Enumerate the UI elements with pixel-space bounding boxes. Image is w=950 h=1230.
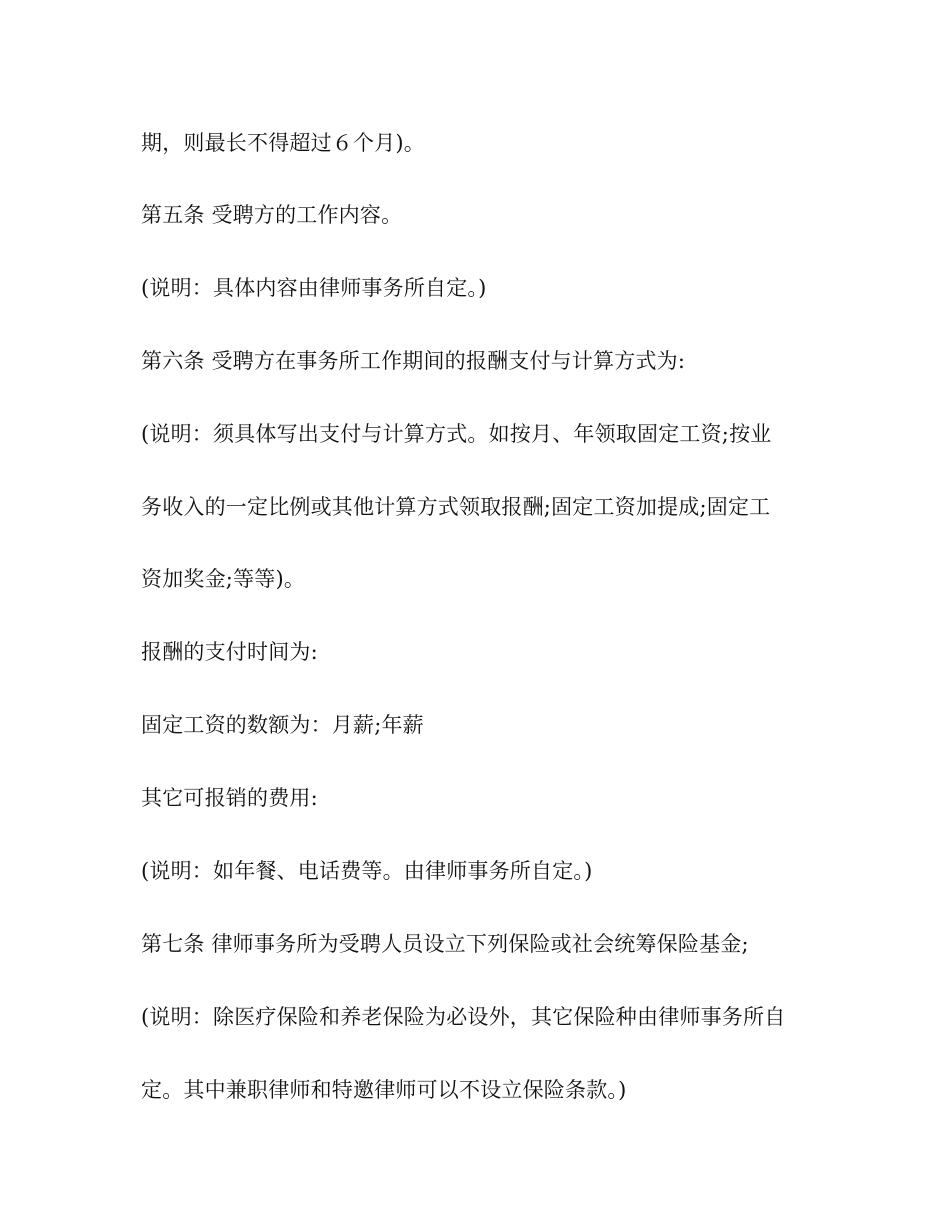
expenses-note: (说明：如年餐、电话费等。由律师事务所自定。)	[141, 859, 593, 883]
article-6-note-line-3: 资加奖金;等等)。	[141, 567, 306, 591]
payment-time-line: 报酬的支付时间为:	[141, 640, 318, 664]
article-5-heading: 第五条 受聘方的工作内容。	[141, 203, 403, 227]
article-6-heading: 第六条 受聘方在事务所工作期间的报酬支付与计算方式为:	[141, 349, 686, 373]
article-7-note-line-2: 定。其中兼职律师和特邀律师可以不设立保险条款。)	[141, 1078, 627, 1102]
text-line-1: 期，则最长不得超过６个月)。	[141, 131, 425, 155]
article-6-note-line-1: (说明：须具体写出支付与计算方式。如按月、年领取固定工资;按业	[141, 422, 772, 446]
article-7-note-line-1: (说明：除医疗保险和养老保险为必设外，其它保险种由律师事务所自	[141, 1005, 786, 1029]
fixed-salary-line: 固定工资的数额为：月薪;年薪	[141, 713, 424, 737]
article-7-heading: 第七条 律师事务所为受聘人员设立下列保险或社会统筹保险基金;	[141, 932, 749, 956]
article-6-note-line-2: 务收入的一定比例或其他计算方式领取报酬;固定工资加提成;固定工	[141, 495, 771, 519]
reimbursable-expenses-line: 其它可报销的费用:	[141, 786, 318, 810]
article-5-note: (说明：具体内容由律师事务所自定。)	[141, 276, 487, 300]
